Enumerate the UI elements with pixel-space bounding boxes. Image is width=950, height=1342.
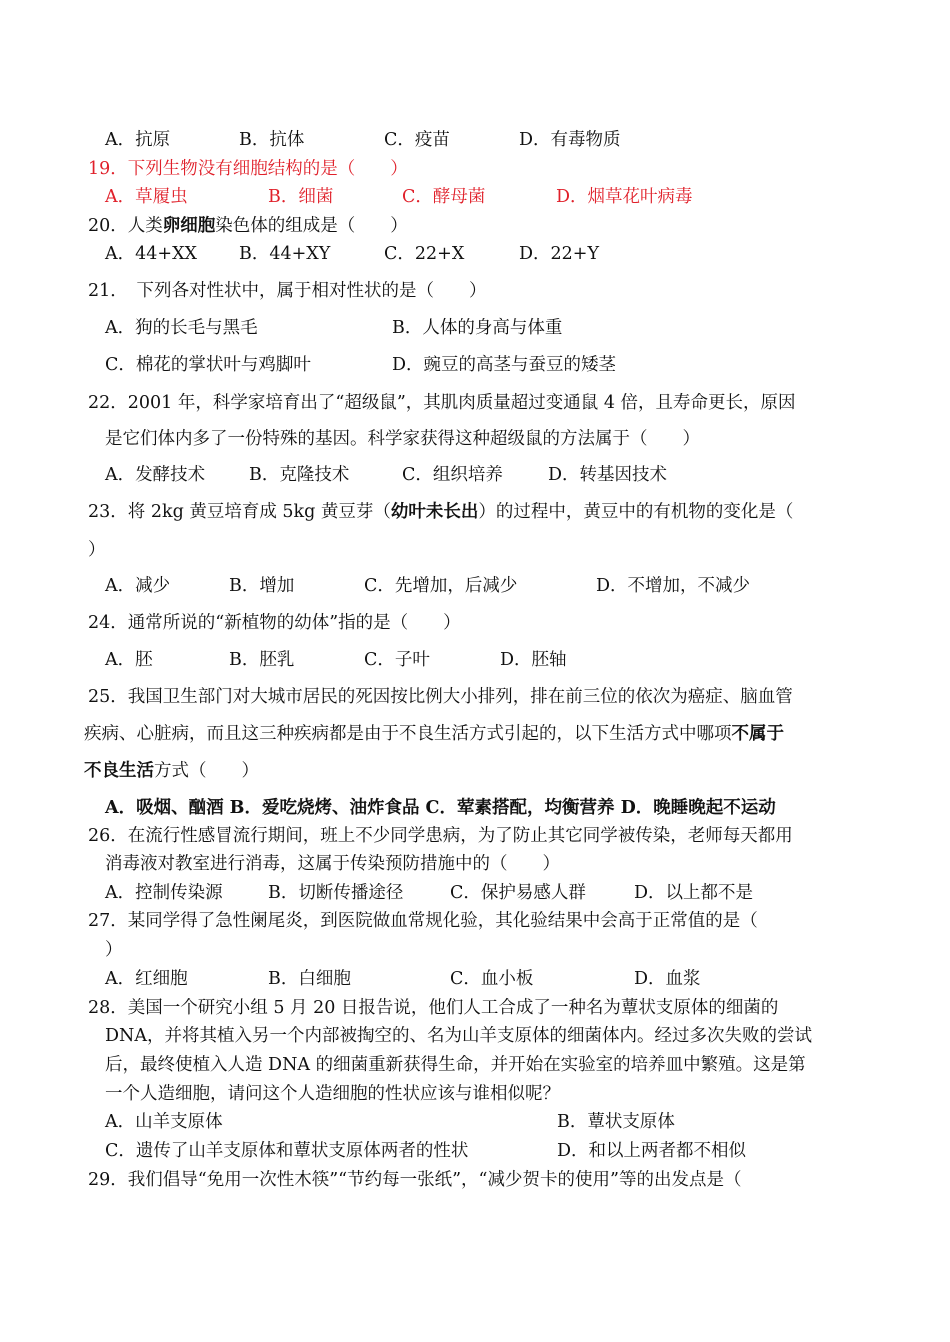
q18-option-c: C．疫苗 [384,130,450,150]
q25-stem-line1: 25．我国卫生部门对大城市居民的死因按比例大小排列，排在前三位的依次为癌症、脑血管 [88,687,793,707]
q27-option-b: B．白细胞 [268,969,351,989]
q24-stem: 24．通常所说的“新植物的幼体”指的是（ ） [88,613,461,633]
q28-option-b: B．蕈状支原体 [557,1112,675,1132]
q19-option-d: D．烟草花叶病毒 [556,187,693,207]
q25-stem-emphasis-2: 不良生活 [84,761,154,781]
q26-stem-line1: 26．在流行性感冒流行期间，班上不少同学患病，为了防止其它同学被传染，老师每天都用 [88,826,793,846]
q22-stem-line1: 22．2001 年，科学家培育出了“超级鼠”，其肌肉质量超过变通鼠 4 倍，且寿命更长，原因 [88,393,796,413]
q26-option-d: D．以上都不是 [634,883,754,903]
q22-option-b: B．克隆技术 [249,465,350,485]
q29-stem: 29．我们倡导“免用一次性木筷”“节约每一张纸”，“减少贺卡的使用”等的出发点是（ [88,1170,742,1190]
q28-stem-line1: 28．美国一个研究小组 5 月 20 日报告说，他们人工合成了一种名为蕈状支原体的细菌的 [88,998,779,1018]
q20-stem-emphasis: 卵细胞 [162,216,216,236]
q23-option-c: C．先增加，后减少 [364,576,518,596]
q22-option-c: C．组织培养 [402,465,503,485]
q21-stem: 21． 下列各对性状中，属于相对性状的是（ ） [88,281,487,301]
q28-option-a: A．山羊支原体 [105,1112,223,1132]
q20-stem-text-end: 染色体的组成是（ ） [215,216,408,236]
q27-option-c: C．血小板 [450,969,534,989]
q23-option-a: A．减少 [105,576,171,596]
q23-stem-line1 [88,500,793,524]
q25-stem-emphasis: 不属于 [731,724,784,744]
q20-stem [88,214,408,238]
q19-stem: 19．下列生物没有细胞结构的是（ ） [88,159,408,179]
q27-option-d: D．血浆 [634,969,701,989]
q24-option-d: D．胚轴 [500,650,567,670]
q18-option-a: A．抗原 [105,130,171,150]
q28-stem-line2: DNA，并将其植入另一个内部被掏空的、名为山羊支原体的细菌体内。经过多次失败的尝试 [105,1026,812,1046]
q22-option-a: A．发酵技术 [105,465,206,485]
q26-option-b: B．切断传播途径 [268,883,404,903]
q19-option-a: A．草履虫 [105,187,188,207]
q27-stem-line1: 27．某同学得了急性阑尾炎，到医院做血常规化验，其化验结果中会高于正常值的是（ [88,911,758,931]
q23-stem-text-end: ）的过程中，黄豆中的有机物的变化是（ [478,502,794,522]
q21-option-d: D．豌豆的高茎与蚕豆的矮茎 [392,355,617,375]
q25-stem-line3 [84,759,259,783]
q23-stem-text: 23．将 2kg 黄豆培育成 5kg 黄豆芽（ [88,502,391,522]
q21-option-b: B．人体的身高与体重 [392,318,563,338]
q19-option-b: B．细菌 [268,187,334,207]
q20-option-c: C．22+X [384,244,465,264]
q19-option-c: C．酵母菌 [402,187,486,207]
q24-option-c: C．子叶 [364,650,430,670]
q23-option-d: D．不增加，不减少 [596,576,751,596]
q27-stem-line2: ） [105,940,123,960]
q25-stem-text-end: 方式（ ） [154,761,259,781]
q22-stem-line2: 是它们体内多了一份特殊的基因。科学家获得这种超级鼠的方法属于（ ） [105,429,700,449]
q22-option-d: D．转基因技术 [548,465,668,485]
q20-option-b: B．44+XY [239,244,331,264]
q18-option-b: B．抗体 [239,130,305,150]
q23-option-b: B．增加 [229,576,295,596]
q23-stem-emphasis: 幼叶未长出 [390,502,479,522]
q25-stem-text: 疾病、心脏病，而且这三种疾病都是由于不良生活方式引起的，以下生活方式中哪项 [84,724,732,744]
q28-stem-line3: 后，最终使植入人造 DNA 的细菌重新获得生命，并开始在实验室的培养皿中繁殖。这是第 [105,1055,806,1075]
q27-option-a: A．红细胞 [105,969,188,989]
q24-option-a: A．胚 [105,650,153,670]
q20-option-d: D．22+Y [519,244,600,264]
q28-stem-line4: 一个人造细胞，请问这个人造细胞的性状应该与谁相似呢？ [105,1084,560,1104]
q20-option-a: A．44+XX [105,244,197,264]
q20-stem-text: 20．人类 [88,216,163,236]
q23-stem-line2: ） [88,540,106,560]
q18-option-d: D．有毒物质 [519,130,621,150]
q25-options: A．吸烟、酗酒 B．爱吃烧烤、油炸食品 C．荤素搭配，均衡营养 D．晚睡晚起不运动 [105,798,776,818]
q21-option-a: A．狗的长毛与黑毛 [105,318,258,338]
q26-stem-line2: 消毒液对教室进行消毒，这属于传染预防措施中的（ ） [105,854,560,874]
q26-option-a: A．控制传染源 [105,883,223,903]
q25-stem-line2 [84,722,784,746]
q26-option-c: C．保护易感人群 [450,883,586,903]
q28-option-c: C．遗传了山羊支原体和蕈状支原体两者的性状 [105,1141,469,1161]
q28-option-d: D．和以上两者都不相似 [557,1141,747,1161]
q24-option-b: B．胚乳 [229,650,295,670]
q21-option-c: C．棉花的掌状叶与鸡脚叶 [105,355,311,375]
